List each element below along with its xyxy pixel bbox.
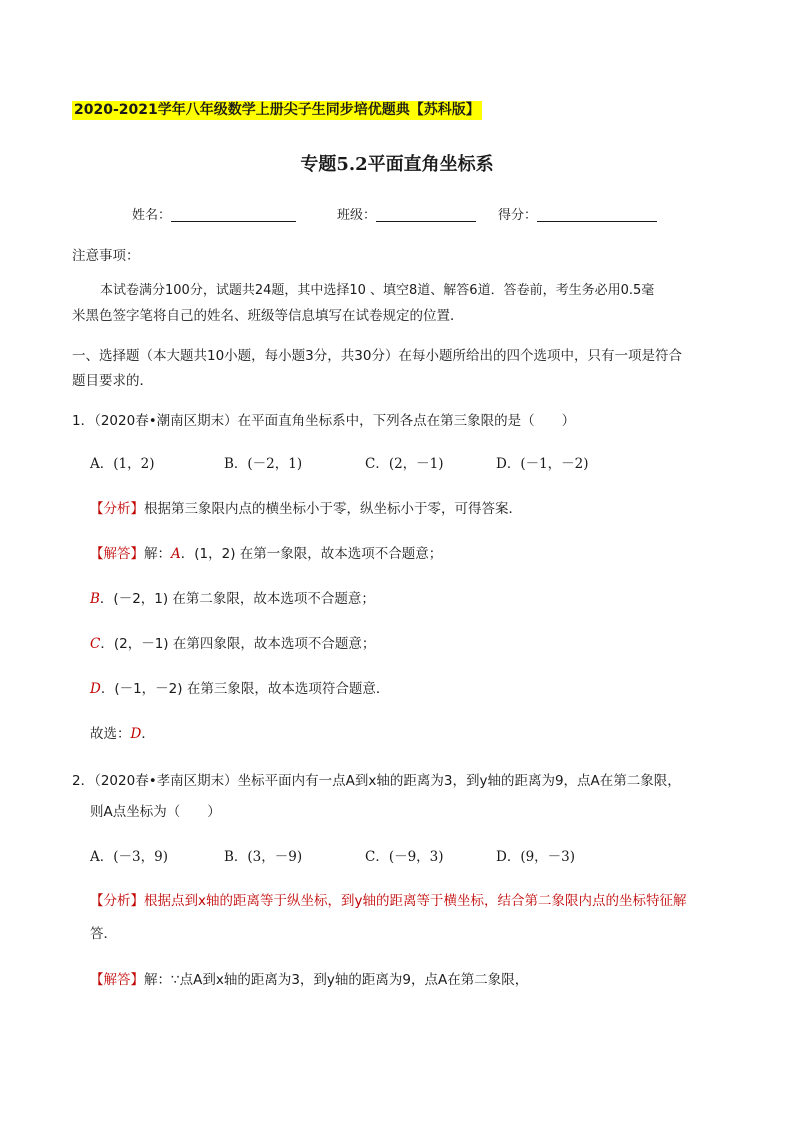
q1-analysis [90, 497, 522, 517]
question-1-stem: 1．（2020春•潮南区期末）在平面直角坐标系中，下列各点在第三象限的是（ ） [72, 413, 576, 429]
name-blank [171, 207, 296, 222]
section-heading-line-1: 一、选择题（本大题共10小题，每小题3分，共30分）在每小题所给出的四个选项中，只有一项是符合 [72, 348, 682, 364]
notice-line-1: 本试卷满分100分，试题共24题，其中选择10 、填空8道、解答6道．答卷前，考生务必用0.5毫 [100, 283, 655, 298]
q2-analysis-line-2: 答． [90, 926, 117, 942]
name-label: 姓名： [132, 208, 172, 223]
class-label: 班级： [337, 208, 377, 223]
section-heading-line-2: 题目要求的． [72, 373, 153, 389]
answer-intro: 解： [144, 546, 171, 562]
q1-answer-c [90, 632, 375, 652]
answer-text: ∵点A到x轴的距离为3，到y轴的距离为9，点A在第二象限， [171, 972, 529, 988]
q1-answer-a [90, 542, 442, 562]
q2-option-c: C．(－9，3) [365, 849, 444, 865]
answer-letter-c: C [90, 636, 101, 652]
q2-analysis-line-1 [90, 889, 686, 909]
q2-answer [90, 968, 528, 988]
name-field-row [132, 204, 296, 223]
choice-letter: D [130, 726, 142, 742]
score-blank [537, 207, 657, 222]
page-title: 专题5.2平面直角坐标系 [300, 154, 494, 175]
answer-letter-a: A [171, 546, 181, 562]
question-2-stem-line-1: 2．（2020春•孝南区期末）坐标平面内有一点A到x轴的距离为3，到y轴的距离为9，点A在第二象限， [72, 773, 681, 789]
q1-choice [90, 722, 155, 742]
answer-intro: 解： [144, 972, 171, 988]
answer-text-b: ．(－2，1) 在第二象限，故本选项不合题意； [99, 591, 375, 607]
q1-option-a: A．(1，2) [90, 456, 155, 472]
class-blank [376, 207, 476, 222]
answer-letter-b: B [90, 591, 100, 607]
analysis-text: 根据第三象限内点的横坐标小于零，纵坐标小于零，可得答案． [144, 501, 522, 517]
score-field-row [498, 204, 657, 223]
answer-tag: 【解答】 [90, 546, 144, 562]
analysis-tag: 【分析】 [90, 893, 144, 909]
q2-option-b: B．(3，－9) [224, 849, 303, 865]
analysis-tag: 【分析】 [90, 501, 144, 517]
class-field-row [337, 204, 476, 223]
q1-answer-b [90, 587, 375, 607]
notice-heading: 注意事项： [72, 248, 140, 264]
choice-end: ． [141, 726, 155, 742]
q2-option-d: D．(9，－3) [496, 849, 576, 865]
answer-letter-d: D [90, 681, 101, 697]
q1-option-b: B．(－2，1) [224, 456, 303, 472]
answer-text-d: ．(－1，－2) 在第三象限，故本选项符合题意． [100, 681, 390, 697]
choice-prefix: 故选： [90, 726, 131, 742]
analysis-text: 根据点到x轴的距离等于纵坐标，到y轴的距离等于横坐标，结合第二象限内点的坐标特征解 [144, 893, 687, 909]
score-label: 得分： [498, 208, 538, 223]
q2-option-a: A．(－3，9) [90, 849, 168, 865]
answer-text-a: ．(1，2) 在第一象限，故本选项不合题意； [180, 546, 443, 562]
series-banner: 2020-2021学年八年级数学上册尖子生同步培优题典【苏科版】 [74, 102, 480, 118]
question-2-stem-line-2: 则A点坐标为（ ） [90, 804, 221, 820]
q1-option-d: D．(－1，－2) [496, 456, 589, 472]
q1-option-c: C．(2，－1) [365, 456, 444, 472]
q1-answer-d [90, 677, 389, 697]
notice-line-2: 米黑色签字笔将自己的姓名、班级等信息填写在试卷规定的位置． [72, 308, 464, 324]
answer-tag: 【解答】 [90, 972, 144, 988]
answer-text-c: ．(2，－1) 在第四象限，故本选项不合题意； [100, 636, 376, 652]
